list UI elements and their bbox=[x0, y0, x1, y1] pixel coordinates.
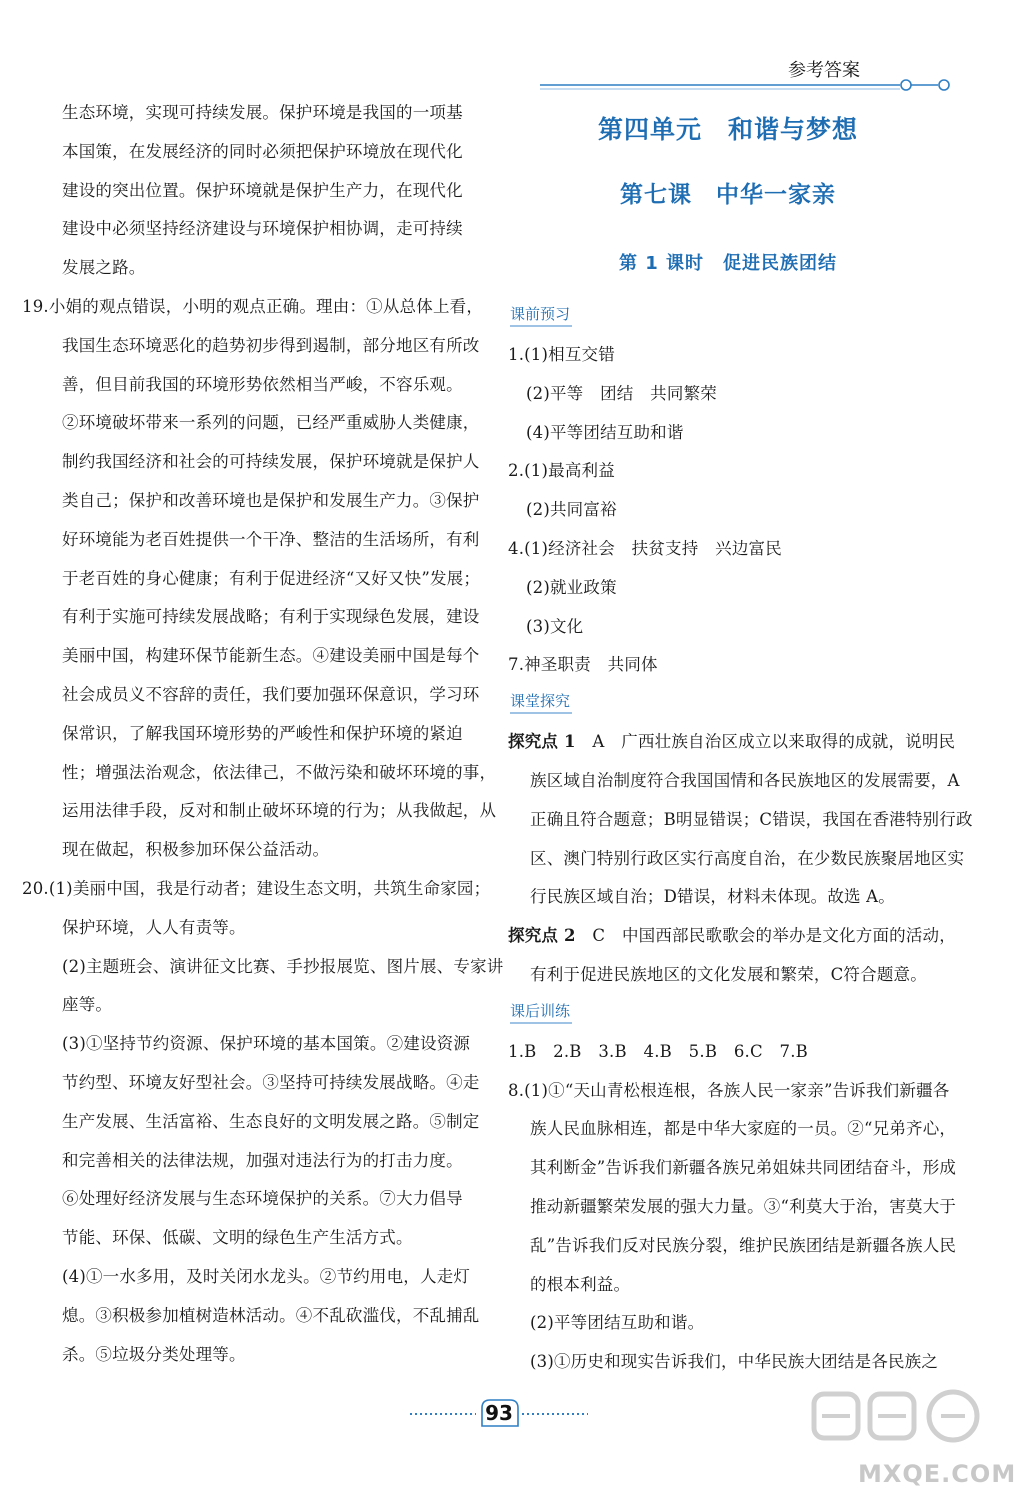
explore-point-2-text: C 中国西部民歌歌会的举办是文化方面的活动， bbox=[575, 926, 956, 946]
left-line: 类自己；保护和改善环境也是保护和发展生产力。③保护 bbox=[62, 490, 480, 510]
watermark-text: MXQE.COM bbox=[858, 1460, 1016, 1488]
preview-line: 7.神圣职责 共同体 bbox=[508, 655, 658, 675]
left-column bbox=[22, 94, 504, 1374]
left-line: 熄。③积极参加植树造林活动。④不乱砍滥伐，不乱捕乱 bbox=[62, 1305, 480, 1325]
training-line: 乱”告诉我们反对民族分裂，维护民族团结是新疆各族人民 bbox=[530, 1235, 957, 1255]
left-line: 美丽中国，构建环保节能新生态。④建设美丽中国是每个 bbox=[62, 646, 480, 666]
header-ornament bbox=[540, 74, 960, 96]
left-line: 19.小娟的观点错误，小明的观点正确。理由：①从总体上看， bbox=[22, 296, 484, 316]
left-line: 善，但目前我国的环境形势依然相当严峻，不容乐观。 bbox=[62, 374, 463, 394]
left-line: 保常识，了解我国环境形势的严峻性和保护环境的紧迫 bbox=[62, 723, 463, 743]
explore-point-1-text: A 广西壮族自治区成立以来取得的成就，说明民 bbox=[575, 732, 956, 752]
preview-line: (2)就业政策 bbox=[526, 577, 617, 597]
left-line: 运用法律手段，反对和制止破坏环境的行为；从我做起，从 bbox=[62, 801, 497, 821]
section-heading-explore: 课堂探究 bbox=[510, 691, 572, 714]
header-label: 参考答案 bbox=[788, 60, 860, 81]
left-line: 现在做起，积极参加环保公益活动。 bbox=[62, 840, 330, 860]
unit-title: 第四单元 和谐与梦想 bbox=[597, 115, 858, 144]
preview-line: (3)文化 bbox=[526, 616, 584, 636]
explore-line: 区、澳门特别行政区实行高度自治，在少数民族聚居地区实 bbox=[530, 848, 965, 868]
lesson-title: 第七课 中华一家亲 bbox=[620, 182, 836, 208]
left-line: 性；增强法治观念，依法律己，不做污染和破坏环境的事， bbox=[62, 762, 497, 782]
explore-point-1-tag: 探究点 1 bbox=[508, 732, 576, 752]
left-line: 社会成员义不容辞的责任，我们要加强环保意识，学习环 bbox=[62, 684, 480, 704]
explore-line: 有利于促进民族地区的文化发展和繁荣，C符合题意。 bbox=[530, 964, 927, 984]
left-line: 于老百姓的身心健康；有利于促进经济“又好又快”发展； bbox=[62, 568, 481, 588]
training-line: (2)平等团结互助和谐。 bbox=[530, 1313, 705, 1333]
left-line: 节能、环保、低碳、文明的绿色生产生活方式。 bbox=[62, 1228, 413, 1248]
left-line: ②环境破坏带来一系列的问题，已经严重威胁人类健康， bbox=[62, 413, 480, 433]
right-column bbox=[508, 100, 973, 1382]
training-line: 族人民血脉相连，都是中华大家庭的一员。②“兄弟齐心， bbox=[530, 1119, 957, 1139]
page-number-ornament bbox=[370, 1396, 630, 1436]
preview-line: (2)共同富裕 bbox=[526, 500, 617, 520]
preview-line: 1.(1)相互交错 bbox=[508, 345, 615, 364]
explore-line: 正确且符合题意；B明显错误；C错误，我国在香港特别行政 bbox=[530, 809, 973, 829]
left-line: 有利于实施可持续发展战略；有利于实现绿色发展，建设 bbox=[62, 607, 480, 627]
explore-line: 行民族区域自治；D错误，材料未体现。故选 A。 bbox=[530, 887, 895, 907]
training-line: 其利断金”告诉我们新疆各族兄弟姐妹共同团结奋斗，形成 bbox=[530, 1158, 957, 1178]
left-line: 我国生态环境恶化的趋势初步得到遏制，部分地区有所改 bbox=[62, 335, 480, 355]
training-line: 1.B 2.B 3.B 4.B 5.B 6.C 7.B bbox=[508, 1041, 808, 1061]
training-line: (3)①历史和现实告诉我们，中华民族大团结是各民族之 bbox=[530, 1352, 939, 1372]
page-number: 93 bbox=[485, 1401, 513, 1425]
left-line: 节约型、环境友好型社会。③坚持可持续发展战略。④走 bbox=[62, 1072, 480, 1092]
explore-line bbox=[508, 723, 956, 762]
training-line: 8.(1)①“天山青松根连根，各族人民一家亲”告诉我们新疆各 bbox=[508, 1080, 950, 1100]
left-line: 20.(1)美丽中国，我是行动者；建设生态文明，共筑生命家园； bbox=[22, 878, 491, 898]
section-heading-training: 课后训练 bbox=[510, 1001, 572, 1024]
preview-line: (2)平等 团结 共同繁荣 bbox=[526, 383, 717, 403]
section-heading-preview: 课前预习 bbox=[510, 304, 572, 327]
period-title: 第 1 课时 促进民族团结 bbox=[618, 253, 838, 274]
left-line: 生产发展、生活富裕、生态良好的文明发展之路。⑤制定 bbox=[62, 1111, 480, 1131]
left-line: (2)主题班会、演讲征文比赛、手抄报展览、图片展、专家讲 bbox=[62, 956, 504, 976]
left-line: 和完善相关的法律法规，加强对违法行为的打击力度。 bbox=[62, 1150, 463, 1170]
training-line: 推动新疆繁荣发展的强大力量。③“利莫大于治，害莫大于 bbox=[530, 1196, 957, 1216]
training-line: 的根本利益。 bbox=[530, 1274, 631, 1294]
left-line: 制约我国经济和社会的可持续发展，保护环境就是保护人 bbox=[62, 452, 480, 472]
left-line: (4)①一水多用，及时关闭水龙头。②节约用电，人走灯 bbox=[62, 1266, 471, 1286]
left-line: 发展之路。 bbox=[62, 258, 146, 278]
explore-line: 族区域自治制度符合我国国情和各民族地区的发展需要，A bbox=[530, 770, 960, 790]
left-line: ⑥处理好经济发展与生态环境保护的关系。⑦大力倡导 bbox=[62, 1189, 463, 1209]
left-line: 建设的突出位置。保护环境就是保护生产力，在现代化 bbox=[62, 180, 463, 200]
left-line: 建设中必须坚持经济建设与环境保护相协调，走可持续 bbox=[62, 219, 463, 239]
preview-line: 2.(1)最高利益 bbox=[508, 461, 615, 481]
explore-line bbox=[508, 917, 956, 956]
explore-point-2-tag: 探究点 2 bbox=[508, 926, 576, 946]
left-line: 座等。 bbox=[62, 995, 113, 1015]
left-line: 生态环境，实现可持续发展。保护环境是我国的一项基 bbox=[62, 103, 463, 122]
left-line: 杀。⑤垃圾分类处理等。 bbox=[62, 1344, 246, 1364]
left-line: (3)①坚持节约资源、保护环境的基本国策。②建设资源 bbox=[62, 1034, 471, 1054]
left-line: 保护环境，人人有责等。 bbox=[62, 917, 246, 937]
preview-line: 4.(1)经济社会 扶贫支持 兴边富民 bbox=[508, 538, 782, 558]
preview-line: (4)平等团结互助和谐 bbox=[526, 422, 684, 442]
left-line: 好环境能为老百姓提供一个干净、整洁的生活场所，有利 bbox=[62, 529, 480, 549]
left-line: 本国策，在发展经济的同时必须把保护环境放在现代化 bbox=[62, 141, 463, 161]
